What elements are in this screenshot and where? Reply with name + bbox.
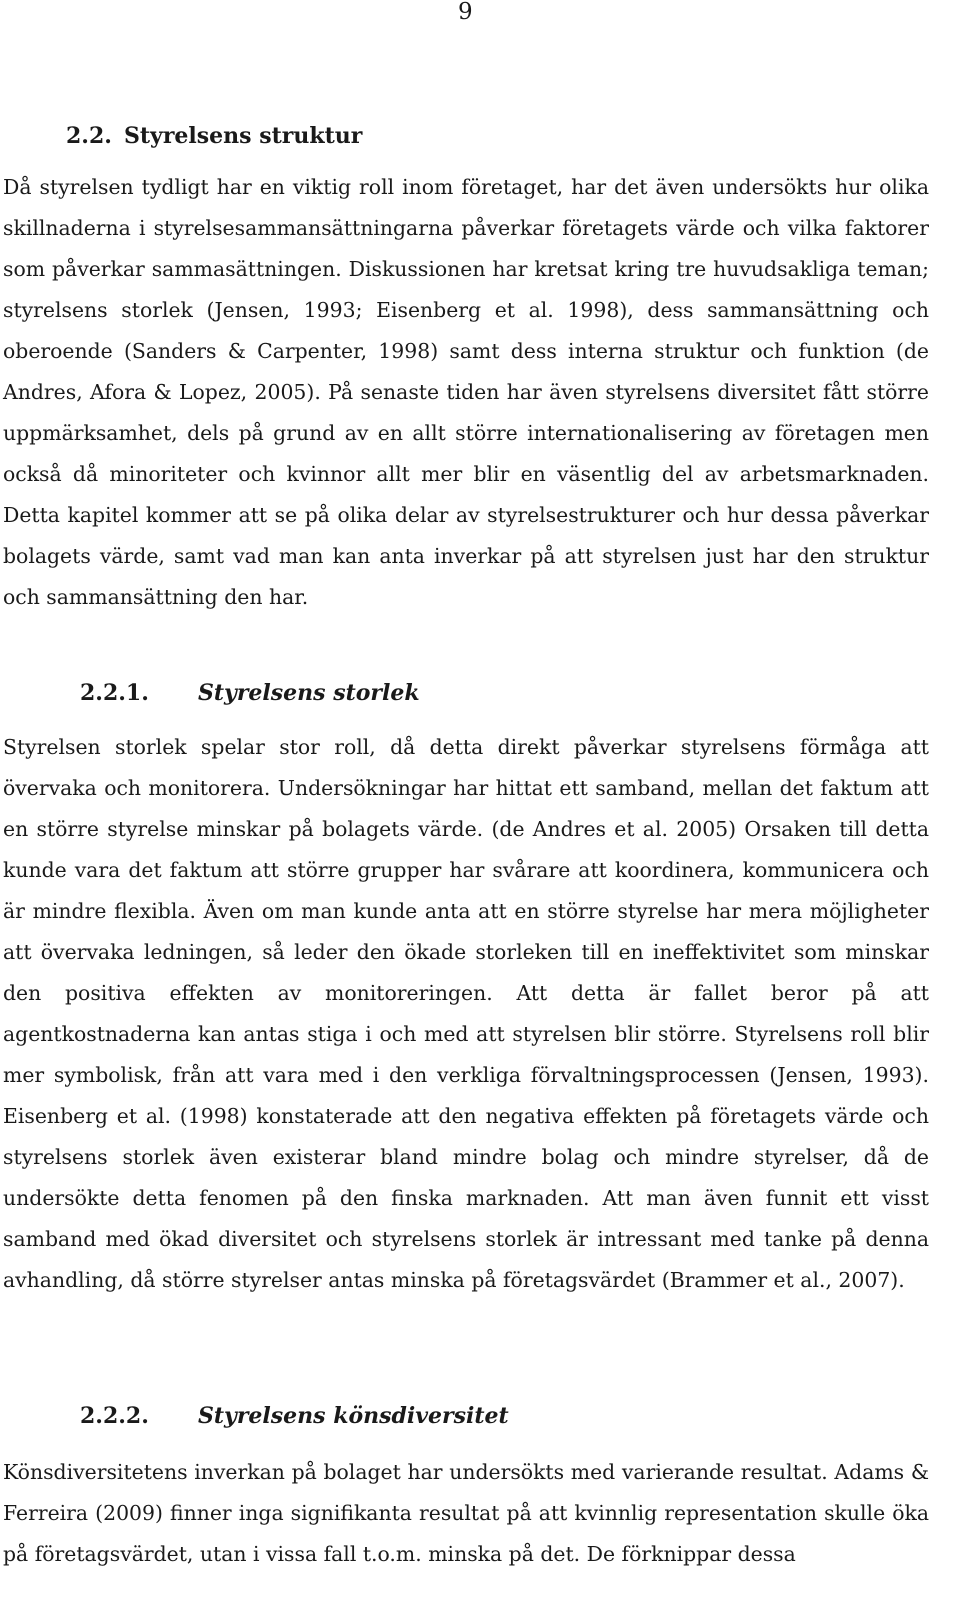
subsection-1-paragraph: Styrelsen storlek spelar stor roll, då detta direkt påverkar styrelsens förmåga att övervaka och monitorera. Undersökningar har hittat ett samband, mellan det faktum att en större styrelse minskar på bolagets värde. (de Andres et al. 2005) Orsaken till detta kunde vara det faktum att större grupper har svårare att koordinera, kommunicera och är mindre flexibla. Även om man kunde anta att en större styrelse har mera möjligheter att övervaka ledningen, så leder den ökade storleken till en ineffektivitet som minskar den positiva effekten av monitoreringen. Att detta är fallet beror på att agentkostnaderna kan antas stiga i och med att styrelsen blir större. Styrelsens roll blir mer symbolisk, från att vara med i den verkliga förvaltningsprocessen (Jensen, 1993). Eisenberg et al. (1998) konstaterade att den negativa effekten på företagets värde och styrelsens storlek även existerar bland mindre bolag och mindre styrelser, då de undersökte detta fenomen på den finska marknaden. Att man även funnit ett visst samband med ökad diversitet och styrelsens storlek är intressant med tanke på denna avhandling, då större styrelser antas minska på företagsvärdet (Brammer et al., 2007). xyxy=(3,735,929,1292)
subsection-1-heading xyxy=(80,679,420,707)
section-number: 2.2. xyxy=(66,123,112,149)
section-title: Styrelsens struktur xyxy=(124,123,363,149)
subsection-2-title: Styrelsens könsdiversitet xyxy=(198,1403,509,1429)
section-paragraph: Då styrelsen tydligt har en viktig roll inom företaget, har det även undersökts hur olika skillnaderna i styrelsesammansättningarna påverkar företagets värde och vilka faktorer som påverkar sammasättningen. Diskussionen har kretsat kring tre huvudsakliga teman; styrelsens storlek (Jensen, 1993; Eisenberg et al. 1998), dess sammansättning och oberoende (Sanders & Carpenter, 1998) samt dess interna struktur och funktion (de Andres, Afora & Lopez, 2005). På senaste tiden har även styrelsens diversitet fått större uppmärksamhet, dels på grund av en allt större internationalisering av företagen men också då minoriteter och kvinnor allt mer blir en väsentlig del av arbetsmarknaden. Detta kapitel kommer att se på olika delar av styrelsestrukturer och hur dessa påverkar bolagets värde, samt vad man kan anta inverkar på att styrelsen just har den struktur och sammansättning den har. xyxy=(3,175,929,609)
subsection-2-heading xyxy=(80,1402,509,1430)
subsection-1-title: Styrelsens storlek xyxy=(198,680,420,706)
subsection-1-number: 2.2.1. xyxy=(80,680,149,706)
section-heading xyxy=(66,122,362,150)
subsection-2-number: 2.2.2. xyxy=(80,1403,149,1429)
page-number: 9 xyxy=(458,0,473,25)
subsection-2-paragraph: Könsdiversitetens inverkan på bolaget har undersökts med varierande resultat. Adams & Ferreira (2009) finner inga signifikanta resultat på att kvinnlig representation skulle öka på företagsvärdet, utan i vissa fall t.o.m. minska på det. De förknippar dessa xyxy=(3,1460,929,1566)
